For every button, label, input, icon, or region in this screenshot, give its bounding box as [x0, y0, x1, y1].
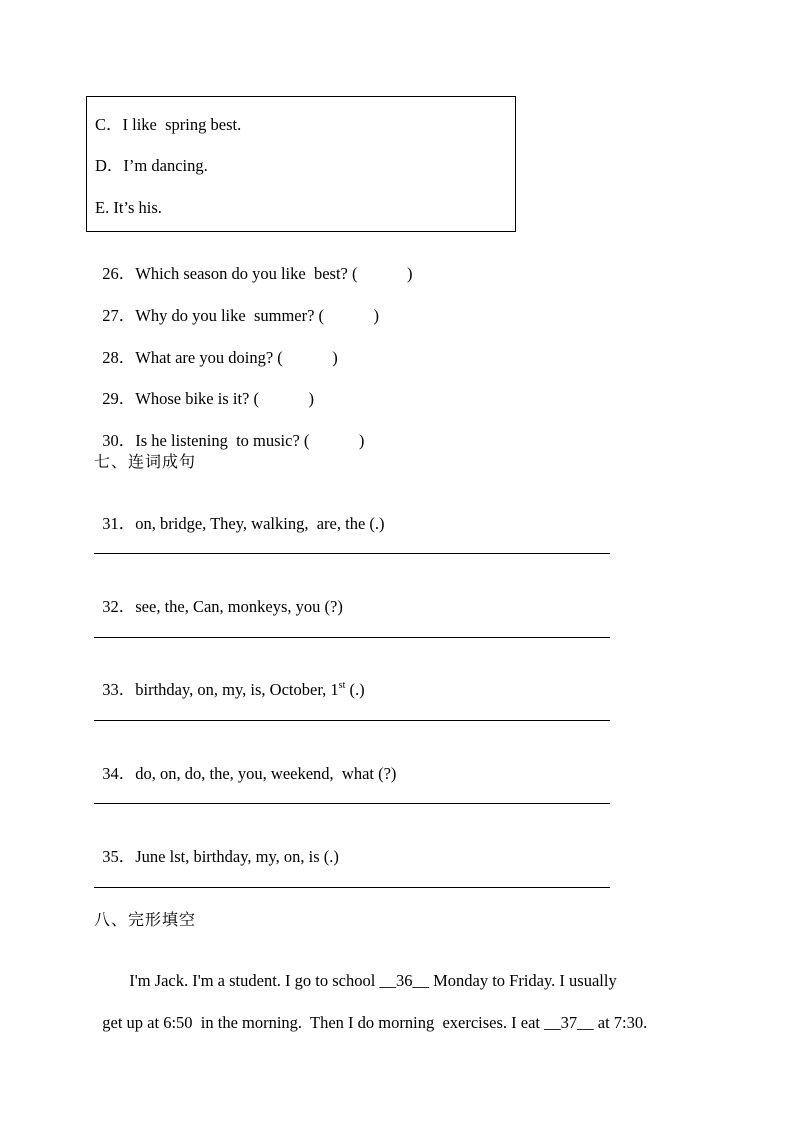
question-number: 33． — [102, 680, 136, 699]
cloze-text: get up at 6:50 in the morning. Then I do morning exercises. I eat — [102, 1013, 545, 1032]
question-number: 34． — [102, 764, 136, 783]
answer-line-31[interactable] — [94, 553, 610, 554]
cloze-text: I'm Jack. I'm a student. I go to school — [129, 971, 380, 990]
answer-line-32[interactable] — [94, 637, 610, 638]
answer-line-33[interactable] — [94, 720, 610, 721]
question-text: see, the, Can, monkeys, you (?) — [135, 597, 343, 616]
question-27 — [94, 286, 379, 326]
section-7-title: 七、连词成句 — [94, 452, 197, 471]
question-number: 28． — [102, 348, 136, 367]
question-number: 32． — [102, 597, 136, 616]
question-number: 26． — [102, 264, 136, 283]
question-35 — [94, 827, 339, 867]
question-text: June lst, birthday, my, on, is (.) — [135, 847, 339, 866]
blank-36[interactable]: __36__ — [379, 971, 429, 990]
question-number: 27． — [102, 306, 136, 325]
question-26 — [94, 244, 412, 284]
question-number: 30． — [102, 431, 136, 450]
question-32 — [94, 577, 343, 617]
answer-line-34[interactable] — [94, 803, 610, 804]
blank-37[interactable]: __37__ — [544, 1013, 594, 1032]
question-29 — [94, 369, 314, 409]
cloze-line-2 — [94, 993, 647, 1033]
question-text: Whose bike is it? ( ) — [135, 389, 314, 408]
section-8-title: 八、完形填空 — [94, 910, 197, 929]
option-c: C．I like spring best. — [95, 115, 242, 134]
cloze-text: at 7:30. — [593, 1013, 648, 1032]
question-33 — [94, 660, 365, 700]
question-text: Which season do you like best? ( ) — [135, 264, 413, 283]
question-34 — [94, 744, 396, 784]
question-text: Is he listening to music? ( ) — [135, 431, 365, 450]
question-text-end: (.) — [345, 680, 365, 699]
question-28 — [94, 328, 338, 368]
ordinal-suffix: st — [338, 680, 346, 691]
question-text: do, on, do, the, you, weekend, what (?) — [135, 764, 397, 783]
question-text: birthday, on, my, is, October, 1 — [135, 680, 339, 699]
question-number: 31． — [102, 514, 136, 533]
answer-line-35[interactable] — [94, 887, 610, 888]
cloze-text: Monday to Friday. I usually — [428, 971, 617, 990]
option-e: E. It’s his. — [95, 198, 162, 217]
cloze-line-1 — [121, 951, 617, 991]
question-text: Why do you like summer? ( ) — [135, 306, 380, 325]
options-box — [86, 96, 516, 232]
question-number: 29． — [102, 389, 136, 408]
question-text: on, bridge, They, walking, are, the (.) — [135, 514, 385, 533]
question-text: What are you doing? ( ) — [135, 348, 338, 367]
question-number: 35． — [102, 847, 136, 866]
question-31 — [94, 494, 385, 534]
question-30 — [94, 411, 364, 451]
option-d: D．I’m dancing. — [95, 156, 208, 175]
